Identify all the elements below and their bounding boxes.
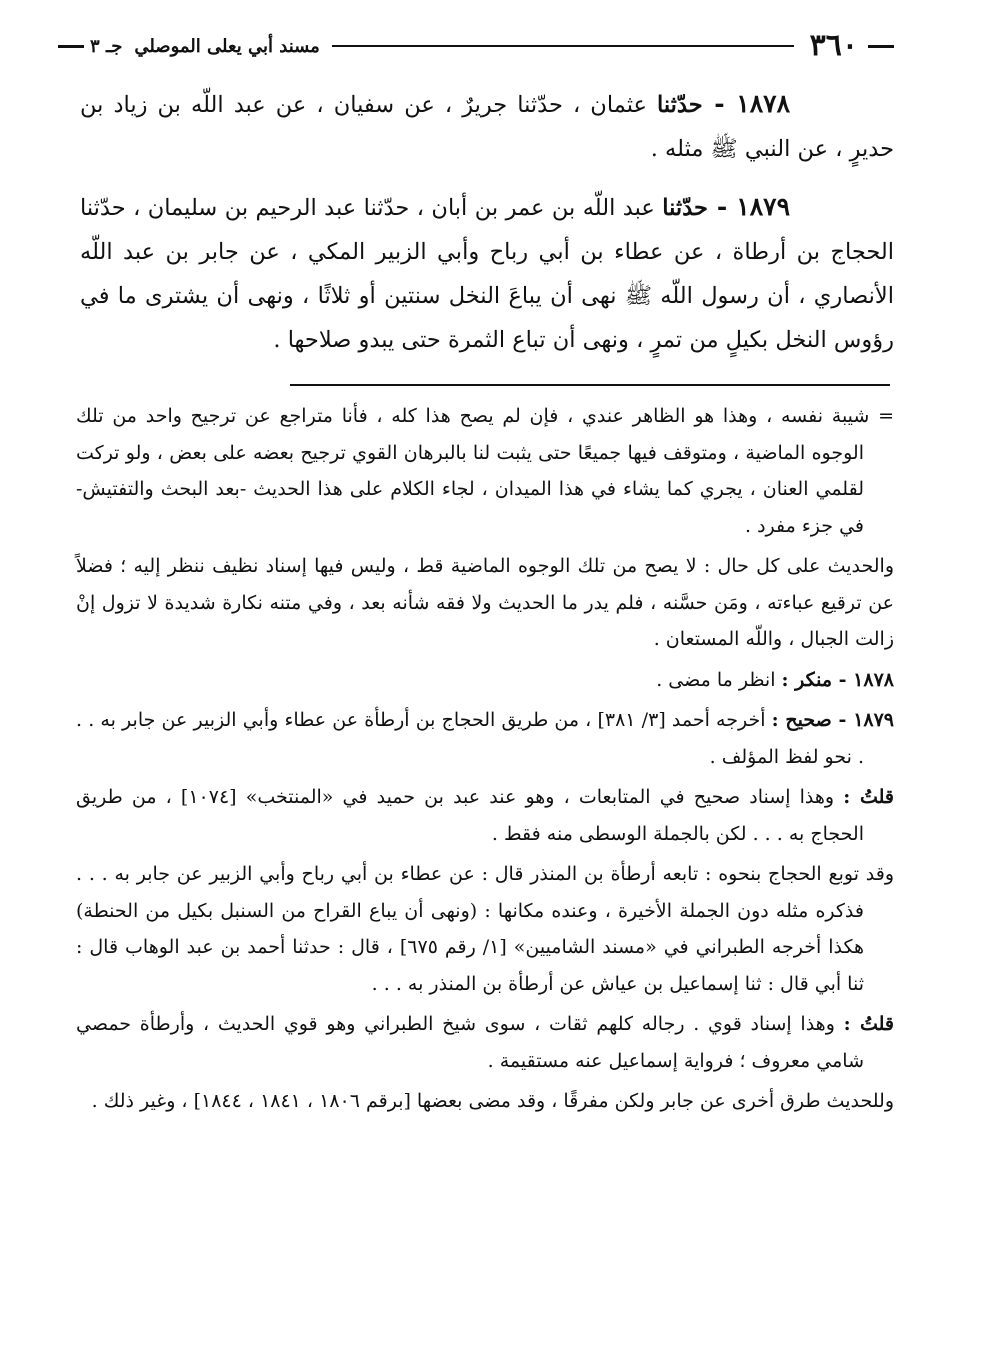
hadith-number: ١٨٧٨ (736, 89, 790, 118)
footnote-general: والحديث على كل حال : لا يصح من تلك الوجوه الماضية قط ، وليس فيها إسناد نظيف ننظر إليه ؛ فضلاً عن ترقيع عباءته ، ومَن حسَّنه ، فلم يدر ما الحديث ولا فقه شأنه بعد ، وفي متنه نكارة شديدة لا تزول إنْ زالت الجبال ، واللّه المستعان . (76, 555, 894, 650)
header-dash (868, 45, 894, 48)
footnote-label: ١٨٧٨ - منكر : (781, 668, 894, 691)
footnote-continuation: = شيبة نفسه ، وهذا هو الظاهر عندي ، فإن لم يصح هذا كله ، فأنا متراجع عن ترجيح واحد من تلك الوجوه الماضية ، ومتوقف فيها جميعًا حتى يثبت لنا بالبرهان القوي ترجيح بعضه على بعض ، ولو تركت لقلمي العنان ، يجري كما يشاء في هذا الميدان ، لجاء الكلام على هذا الحديث -بعد البحث والتفتيش- في جزء مفرد . (76, 405, 894, 537)
footnote-qult-2 (76, 1006, 894, 1079)
footnote-tabi: وقد توبع الحجاج بنحوه : تابعه أرطأة بن المنذر قال : عن عطاء بن أبي رباح وأبي الزبير عن جابر به . . . فذكره مثله دون الجملة الأخيرة ، وعنده مكانها : (ونهى أن يباع القراح من السنبل بكيل من الحنطة) هكذا أخرجه الطبراني في «مسند الشاميين» [١/ رقم ٦٧٥] ، قال : حدثنا أحمد بن عبد الوهاب قال : ثنا أبي قال : ثنا إسماعيل بن عياش عن أرطأة بن المنذر به . . . (76, 863, 894, 995)
qult-text: وهذا إسناد صحيح في المتابعات ، وهو عند عبد بن حميد في «المنتخب» [١٠٧٤] ، من طريق الحجاج به . . . لكن بالجملة الوسطى منه فقط . (76, 786, 864, 845)
header-dash (58, 45, 84, 48)
book-title: مسند أبي يعلى الموصلي (134, 35, 320, 57)
footnote-separator (290, 384, 890, 386)
qult-label: قلتُ : (843, 786, 894, 808)
footnote-1878 (76, 662, 894, 699)
hadith-dash: - (707, 192, 737, 221)
footnote-text: أخرجه أحمد [٣/ ٣٨١] ، من طريق الحجاج بن أرطأة عن عطاء وأبي الزبير عن جابر به . . . نحو لفظ المؤلف . (76, 709, 864, 768)
qult-text: وهذا إسناد قوي . رجاله كلهم ثقات ، سوى شيخ الطبراني وهو قوي الحديث ، وأرطأة حمصي شامي معروف ؛ فرواية إسماعيل عنه مستقيمة . (76, 1013, 864, 1072)
hadith-1878 (80, 82, 894, 171)
footnote-1879 (76, 702, 894, 775)
main-text (80, 82, 894, 376)
hadith-text: عثمان ، حدّثنا جريرٌ ، عن سفيان ، عن عبد اللّه بن زياد بن حديرٍ ، عن النبي ﷺ مثله . (80, 92, 894, 162)
page-header (58, 26, 894, 66)
footnote-text: انظر ما مضى . (656, 668, 776, 691)
footnote-qult-1 (76, 779, 894, 852)
hadith-keyword: حدّثنا (662, 195, 708, 221)
hadith-text: عبد اللّه بن عمر بن أبان ، حدّثنا عبد الرحيم بن سليمان ، حدّثنا الحجاج بن أرطاة ، عن عطاء بن أبي رباح وأبي الزبير المكي ، عن جابر بن عبد اللّه الأنصاري ، أن رسول اللّه ﷺ نهى أن يباعَ النخل سنتين أو ثلاثًا ، ونهى أن يشترى ما في رؤوس النخل بكيلٍ من تمرٍ ، ونهى أن تباع الثمرة حتى يبدو صلاحها . (80, 195, 894, 353)
footnotes (76, 398, 894, 1124)
hadith-keyword: حدّثنا (657, 92, 703, 118)
hadith-dash: - (702, 89, 737, 118)
volume-label: جـ ٣ (90, 35, 123, 57)
hadith-number: ١٨٧٩ (736, 192, 790, 221)
footnote-label: ١٨٧٩ - صحيح : (771, 709, 895, 731)
qult-label: قلتُ : (843, 1013, 894, 1035)
header-rule (332, 45, 794, 47)
footnote-other-routes: وللحديث طرق أخرى عن جابر ولكن مفرقًا ، وقد مضى بعضها [برقم ١٨٠٦ ، ١٨٤١ ، ١٨٤٤] ، وغير ذلك . (91, 1090, 894, 1112)
page-number: ٣٦٠ (809, 28, 858, 63)
hadith-1879 (80, 185, 894, 362)
